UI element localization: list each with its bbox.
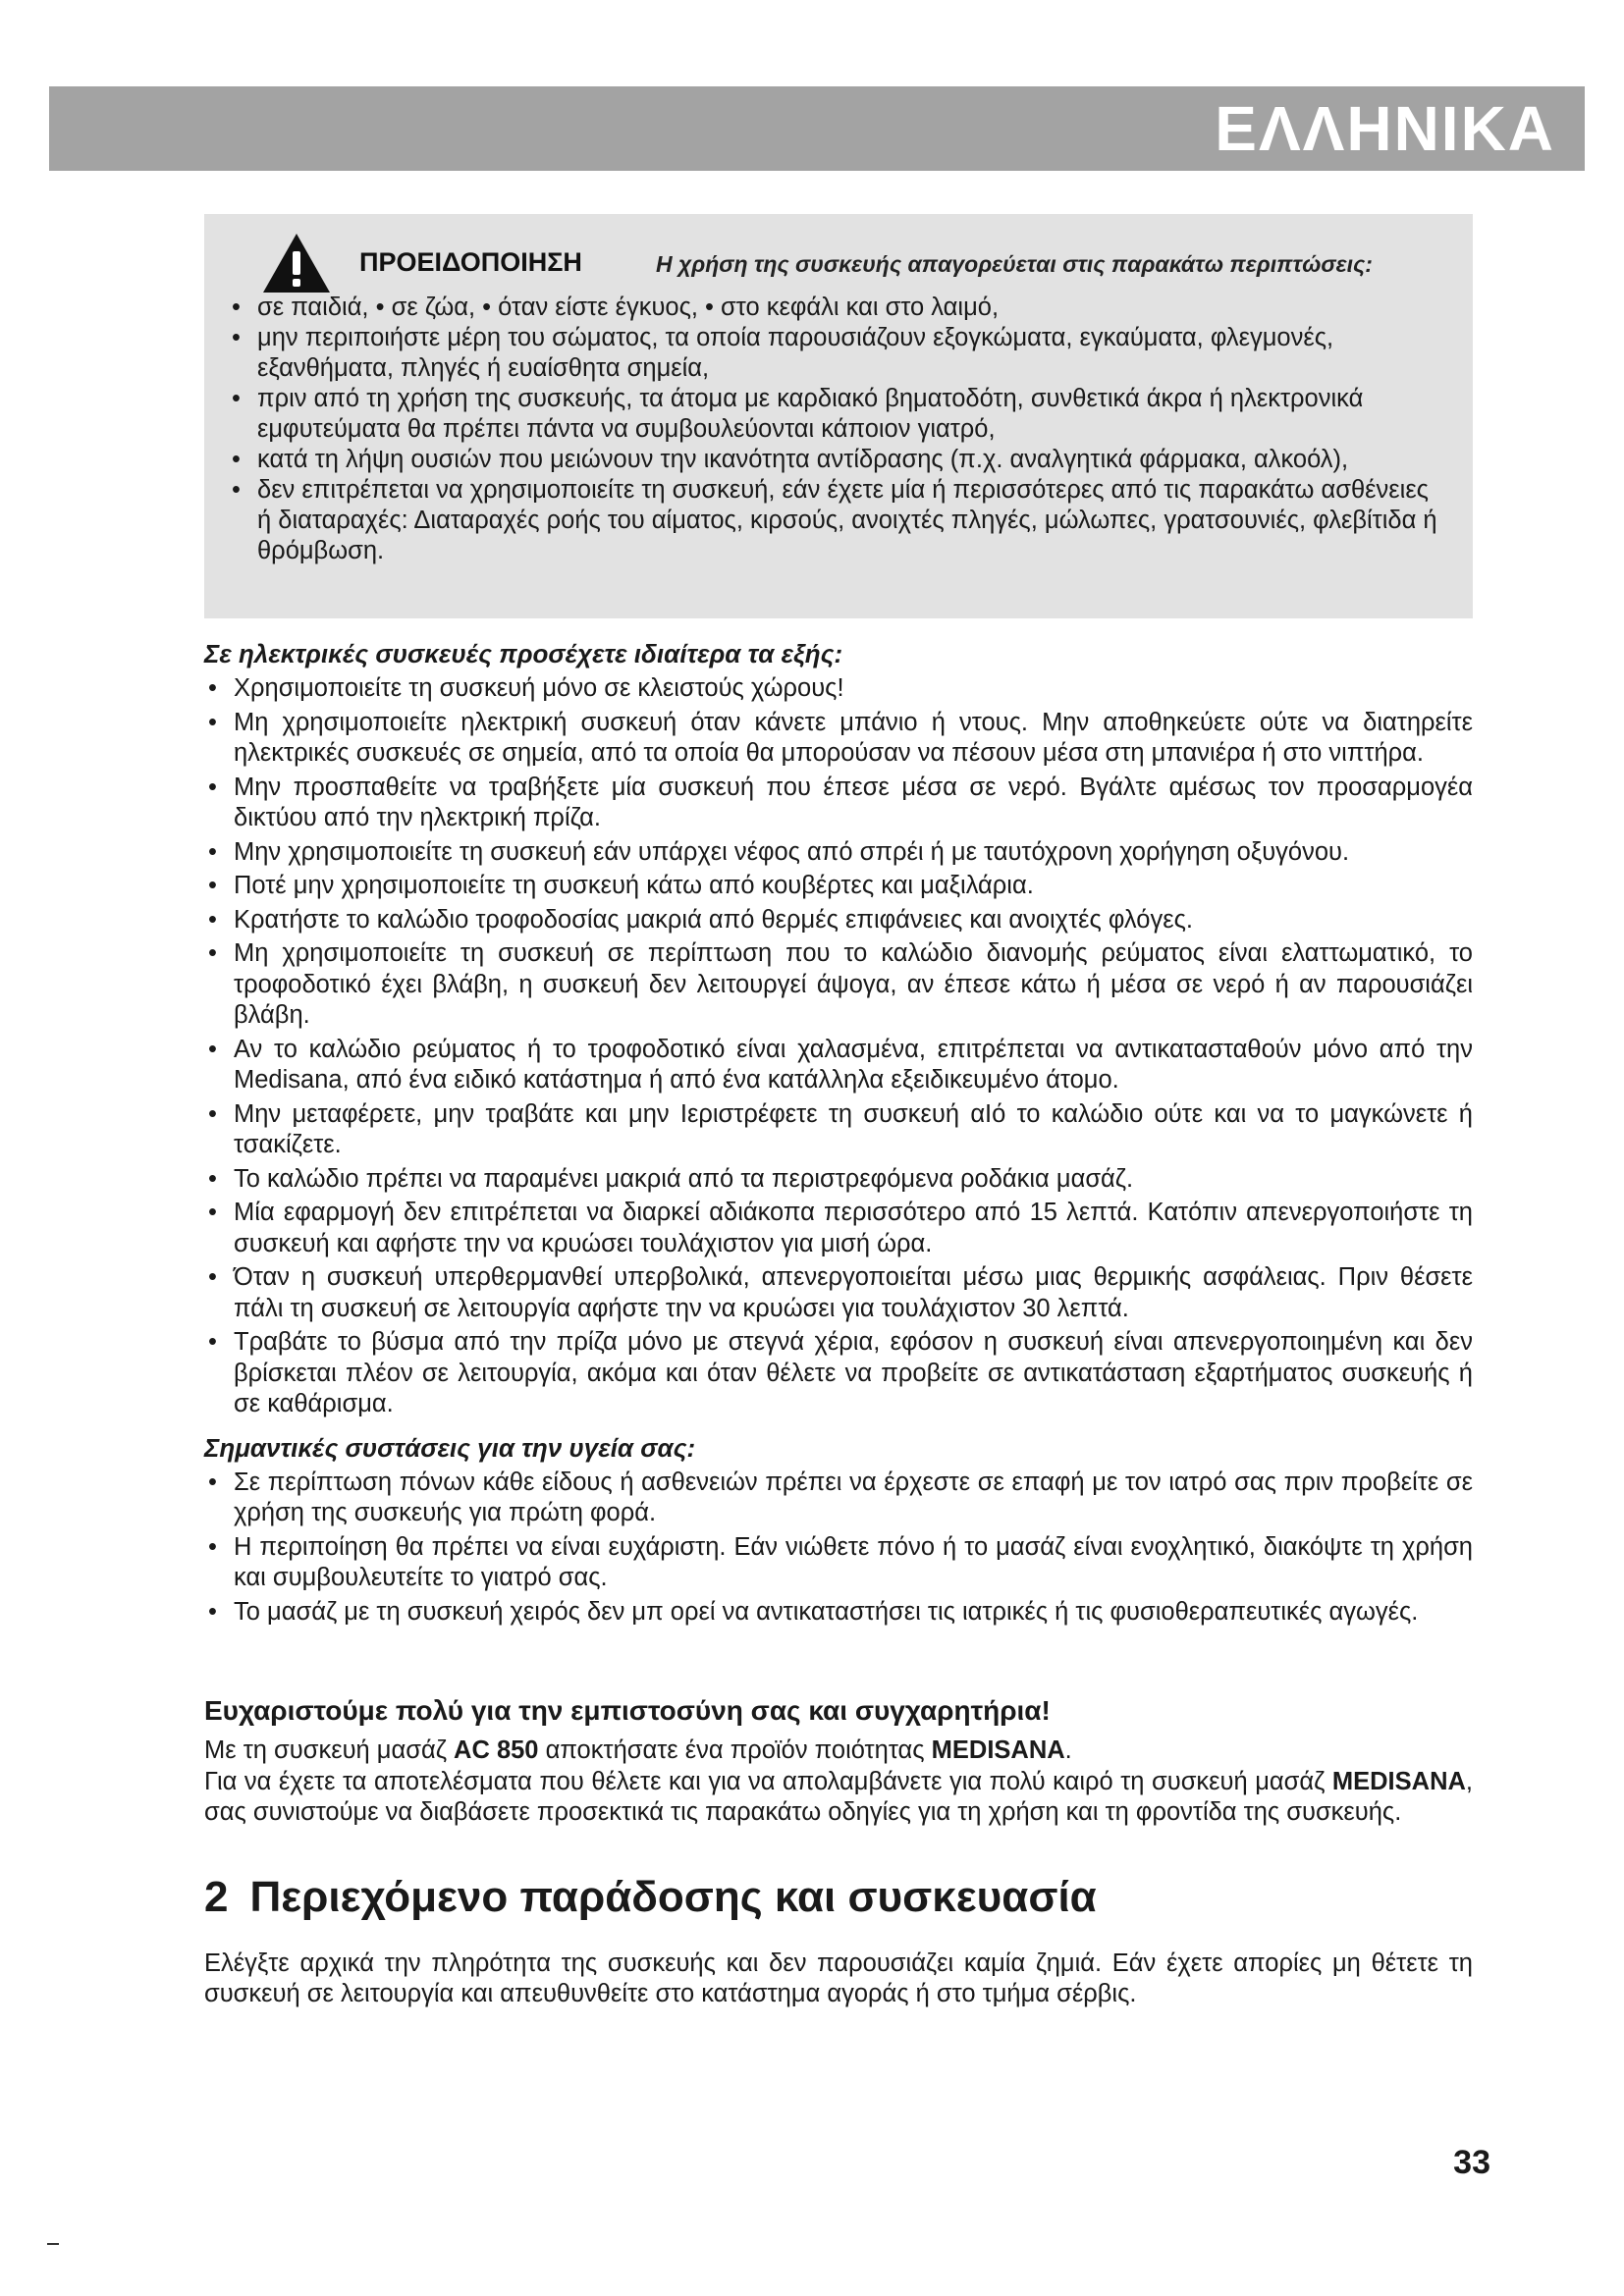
warning-box xyxy=(204,214,1473,618)
crop-mark xyxy=(47,2243,59,2245)
list-item: • Μην μεταφέρετε, μην τραβάτε και μην Ιεριστρέφετε τη συσκευή αIό το καλώδιο ούτε και να το μαγκώνετε ή τσακίζετε. xyxy=(204,1099,1473,1161)
chapter-title-text: Περιεχόμενο παράδοσης και συσκευασία xyxy=(249,1872,1097,1921)
list-item: • Όταν η συσκευή υπερθερμανθεί υπερβολικά, απενεργοποιείται μέσω μιας θερμικής ασφάλειας. Πριν θέσετε πάλι τη συσκευή σε λειτουργία αφήστε την να κρυώσει για τουλάχιστον 30 λεπτά. xyxy=(204,1262,1473,1324)
list-item: • δεν επιτρέπεται να χρησιμοποιείτε τη συσκευή, εάν έχετε μία ή περισσότερες από τις παρακάτω ασθένειες ή διαταραχές: Διαταραχές ροής του αίματος, κιρσούς, ανοιχτές πληγές, μώλωπες, γρατσουνιές, φλεβίτιδα ή θρόμβωση. xyxy=(232,475,1445,566)
list-item: • Ποτέ μην χρησιμοποιείτε τη συσκευή κάτω από κουβέρτες και μαξιλάρια. xyxy=(204,871,1473,902)
warning-triangle-icon xyxy=(261,232,332,294)
list-item: • πριν από τη χρήση της συσκευής, τα άτομα με καρδιακό βηματοδότη, συνθετικά άκρα ή ηλεκτρονικά εμφυτεύματα θα πρέπει πάντα να συμβουλεύονται κάποιον γιατρό, xyxy=(232,384,1445,445)
list-item: • Μη χρησιμοποιείτε ηλεκτρική συσκευή όταν κάνετε μπάνιο ή ντους. Μην αποθηκεύετε ούτε να διατηρείτε ηλεκτρικές συσκευές σε σημεία, από τα οποία θα μπορούσαν να πέσουν μέσα στη μπανιέρα ή στο νιπτήρα. xyxy=(204,708,1473,770)
brand-name: MEDISANA xyxy=(1331,1767,1466,1795)
language-header-bar xyxy=(49,86,1585,171)
thanks-heading: Ευχαριστούμε πολύ για την εμπιστοσύνη σας και συγχαρητήρια! xyxy=(204,1695,1051,1726)
list-item: • Η περιποίηση θα πρέπει να είναι ευχάριστη. Εάν νιώθετε πόνο ή το μασάζ είναι ενοχλητικό, διακόψτε τη χρήση και συμβουλευτείτε το γιατρό σας. xyxy=(204,1532,1473,1594)
list-item: • Κρατήστε το καλώδιο τροφοδοσίας μακριά από θερμές επιφάνειες και ανοιχτές φλόγες. xyxy=(204,905,1473,936)
list-item: • Το καλώδιο πρέπει να παραμένει μακριά από τα περιστρεφόμενα ροδάκια μασάζ. xyxy=(204,1164,1473,1196)
warning-intro: Η χρήση της συσκευής απαγορεύεται στις παρακάτω περιπτώσεις: xyxy=(656,251,1373,277)
list-item: • Τραβάτε το βύσμα από την πρίζα μόνο με στεγνά χέρια, εφόσον η συσκευή είναι απενεργοποιημένη και δεν βρίσκεται πλέον σε λειτουργία, ακόμα και όταν θέλετε να προβείτε σε αντικατάσταση εξαρτήματος συσκευής ή σε καθάρισμα. xyxy=(204,1327,1473,1420)
electrical-list xyxy=(204,673,1473,1420)
list-item: • Μη χρησιμοποιείτε τη συσκευή σε περίπτωση που το καλώδιο διανομής ρεύματος είναι ελαττωματικό, το τροφοδοτικό έχει βλάβη, η συσκευή δεν λειτουργεί άψογα, αν έπεσε κάτω ή μέσα σε νερό ή αν παρουσιάζει βλάβη. xyxy=(204,938,1473,1032)
list-item: • Χρησιμοποιείτε τη συσκευή μόνο σε κλειστούς χώρους! xyxy=(204,673,1473,705)
chapter-number: 2 xyxy=(204,1872,229,1921)
language-title: ΕΛΛΗΝΙΚΑ xyxy=(1215,93,1555,164)
product-model: AC 850 xyxy=(454,1736,539,1764)
chapter-text: Ελέγξτε αρχικά την πληρότητα της συσκευής και δεν παρουσιάζει καμία ζημιά. Εάν έχετε απορίες μη θέτετε τη συσκευή σε λειτουργία και απευθυνθείτε στο κατάστημα αγοράς ή στο τμήμα σέρβις. xyxy=(204,1949,1473,2007)
chapter-title xyxy=(204,1872,1473,1923)
warning-title: ΠΡΟΕΙΔΟΠΟΙΗΣΗ xyxy=(359,247,582,277)
electrical-heading: Σε ηλεκτρικές συσκευές προσέχετε ιδιαίτερα τα εξής: xyxy=(204,639,843,668)
health-list xyxy=(204,1468,1473,1629)
list-item: • σε παιδιά, • σε ζώα, • όταν είστε έγκυος, • στο κεφάλι και στο λαιμό, xyxy=(232,293,1445,323)
list-item: • Μην προσπαθείτε να τραβήξετε μία συσκευή που έπεσε μέσα σε νερό. Βγάλτε αμέσως τον προσαρμογέα δικτύου από την ηλεκτρική πρίζα. xyxy=(204,773,1473,834)
list-item: • Σε περίπτωση πόνων κάθε είδους ή ασθενειών πρέπει να έρχεστε σε επαφή με τον ιατρό σας πριν προβείτε σε χρήση της συσκευής για πρώτη φορά. xyxy=(204,1468,1473,1529)
health-heading: Σημαντικές συστάσεις για την υγεία σας: xyxy=(204,1432,696,1463)
page-number: 33 xyxy=(1453,2144,1490,2181)
list-item: • Το μασάζ με τη συσκευή χειρός δεν μπ ορεί να αντικαταστήσει τις ιατρικές ή τις φυσιοθεραπευτικές αγωγές. xyxy=(204,1597,1473,1629)
thanks-paragraph-2: Για να έχετε τα αποτελέσματα που θέλετε και για να απολαμβάνετε για πολύ καιρό τη συσκευή μασάζ MEDISANA, σας συνιστούμε να διαβάσετε προσεκτικά τις παρακάτω οδηγίες για τη χρήση και τη φροντίδα της συσκευής. xyxy=(204,1767,1473,1826)
brand-name: MEDISANA xyxy=(931,1736,1065,1764)
list-item: • μην περιποιήστε μέρη του σώματος, τα οποία παρουσιάζουν εξογκώματα, εγκαύματα, φλεγμονές, εξανθήματα, πληγές ή ευαίσθητα σημεία, xyxy=(232,323,1445,384)
list-item: • Αν το καλώδιο ρεύματος ή το τροφοδοτικό είναι χαλασμένα, επιτρέπεται να αντικατασταθούν μόνο από την Medisana, από ένα ειδικό κατάστημα ή από ένα κατάλληλα εξειδικευμένο άτομο. xyxy=(204,1035,1473,1096)
list-item: • Μία εφαρμογή δεν επιτρέπεται να διαρκεί αδιάκοπα περισσότερο από 15 λεπτά. Κατόπιν απενεργοποιήστε τη συσκευή και αφήστε την να κρυώσει τουλάχιστον για μισή ώρα. xyxy=(204,1198,1473,1259)
thanks-paragraph-1: Με τη συσκευή μασάζ AC 850 αποκτήσατε ένα προϊόν ποιότητας MEDISANA. xyxy=(204,1736,1072,1764)
list-item: • Μην χρησιμοποιείτε τη συσκευή εάν υπάρχει νέφος από σπρέι ή με ταυτόχρονη χορήγηση οξυγόνου. xyxy=(204,837,1473,869)
warning-header xyxy=(232,238,1445,293)
warning-list xyxy=(232,293,1445,566)
list-item: • κατά τη λήψη ουσιών που μειώνουν την ικανότητα αντίδρασης (π.χ. αναλγητικά φάρμακα, αλκοόλ), xyxy=(232,445,1445,475)
main-content xyxy=(204,638,1473,2010)
